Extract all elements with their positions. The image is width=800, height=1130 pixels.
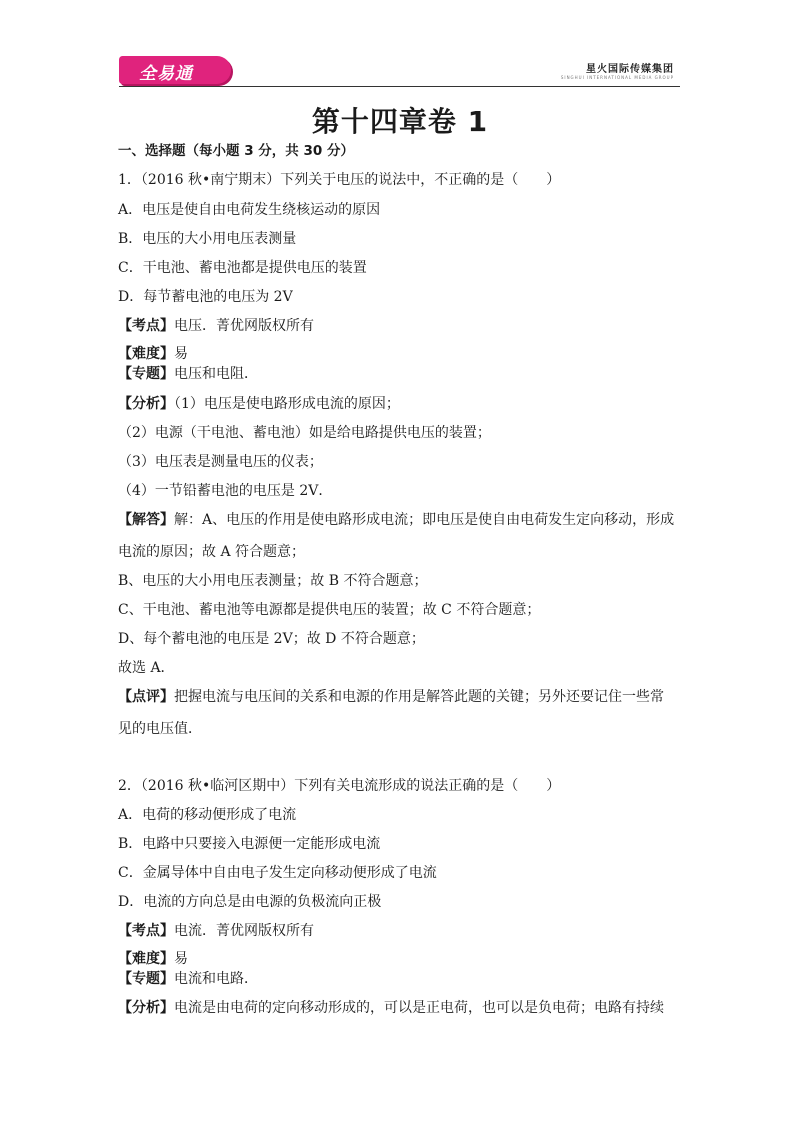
q1-zhuanti-text: 电压和电阻． xyxy=(174,366,258,382)
q1-fenxi-line: （2）电源（干电池、蓄电池）如是给电路提供电压的装置； xyxy=(118,425,491,441)
section-heading: 一、选择题（每小题 3 分，共 30 分） xyxy=(118,143,354,159)
q2-option-a: A．电荷的移动便形成了电流 xyxy=(118,807,297,823)
q1-option-c: C．干电池、蓄电池都是提供电压的装置 xyxy=(118,260,367,276)
q1-fenxi-line: （4）一节铅蓄电池的电压是 2V． xyxy=(118,483,333,499)
logo-text: 全易通 xyxy=(139,64,193,84)
brand-name: 星火国际传媒集团 xyxy=(586,64,674,75)
brand-subtitle: SINGHUI INTERNATIONAL MEDIA GROUP xyxy=(560,75,674,80)
q1-stem: 1．（2016 秋•南宁期末）下列关于电压的说法中，不正确的是（ ） xyxy=(118,172,561,188)
q2-zhuanti-label: 【专题】 xyxy=(118,971,174,987)
q1-nandu xyxy=(118,346,188,362)
q2-zhuanti-text: 电流和电路． xyxy=(174,971,258,987)
q1-kaodian xyxy=(118,318,314,334)
q2-fenxi-label: 【分析】 xyxy=(118,1000,174,1016)
brand xyxy=(561,60,674,80)
q2-kaodian-text: 电流．菁优网版权所有 xyxy=(174,923,314,939)
q1-jieda-line: 解：A、电压的作用是使电路形成电流；即电压是使自由电荷发生定向移动，形成 xyxy=(174,512,675,528)
q2-option-d: D．电流的方向总是由电源的负极流向正极 xyxy=(118,894,382,910)
q1-dianping-line: 见的电压值． xyxy=(118,721,202,737)
q1-zhuanti xyxy=(118,366,258,382)
q1-fenxi xyxy=(118,396,400,412)
page-title: 第十四章卷 1 xyxy=(311,105,489,138)
q2-fenxi xyxy=(118,1000,664,1016)
q1-option-a: A．电压是使自由电荷发生绕核运动的原因 xyxy=(118,202,381,218)
q2-fenxi-text: 电流是由电荷的定向移动形成的，可以是正电荷，也可以是负电荷；电路有持续 xyxy=(174,1000,664,1016)
q2-option-b: B．电路中只要接入电源便一定能形成电流 xyxy=(118,836,381,852)
q1-nandu-label: 【难度】 xyxy=(118,346,174,362)
q1-jieda-line: D、每个蓄电池的电压是 2V；故 D 不符合题意； xyxy=(118,631,425,647)
q1-fenxi-label: 【分析】 xyxy=(118,396,174,412)
q2-kaodian xyxy=(118,923,314,939)
q2-option-c: C．金属导体中自由电子发生定向移动便形成了电流 xyxy=(118,865,437,881)
q2-nandu-label: 【难度】 xyxy=(118,951,174,967)
q1-fenxi-line: （3）电压表是测量电压的仪表； xyxy=(118,454,323,470)
q1-kaodian-text: 电压．菁优网版权所有 xyxy=(174,318,314,334)
q1-fenxi-line: （1）电压是使电路形成电流的原因； xyxy=(174,396,400,412)
q1-zhuanti-label: 【专题】 xyxy=(118,366,174,382)
header-rule xyxy=(119,86,680,87)
q1-jieda xyxy=(118,512,674,528)
q1-dianping xyxy=(118,689,664,705)
q1-option-b: B．电压的大小用电压表测量 xyxy=(118,231,297,247)
q1-jieda-line: C、干电池、蓄电池等电源都是提供电压的装置；故 C 不符合题意； xyxy=(118,602,541,618)
q1-kaodian-label: 【考点】 xyxy=(118,318,174,334)
q2-stem: 2．（2016 秋•临河区期中）下列有关电流形成的说法正确的是（ ） xyxy=(118,778,561,794)
q1-jieda-line: B、电压的大小用电压表测量；故 B 不符合题意； xyxy=(118,573,428,589)
q1-dianping-line: 把握电流与电压间的关系和电源的作用是解答此题的关键；另外还要记住一些常 xyxy=(174,689,664,705)
q1-jieda-line: 故选 A． xyxy=(118,660,175,676)
q2-zhuanti xyxy=(118,971,258,987)
q1-option-d: D．每节蓄电池的电压为 2V xyxy=(118,289,293,305)
q2-nandu xyxy=(118,951,188,967)
q2-nandu-text: 易 xyxy=(174,951,188,967)
q1-nandu-text: 易 xyxy=(174,346,188,362)
logo xyxy=(119,56,231,84)
q1-jieda-line: 电流的原因；故 A 符合题意； xyxy=(118,544,306,560)
q1-jieda-label: 【解答】 xyxy=(118,512,174,528)
q1-dianping-label: 【点评】 xyxy=(118,689,174,705)
q2-kaodian-label: 【考点】 xyxy=(118,923,174,939)
